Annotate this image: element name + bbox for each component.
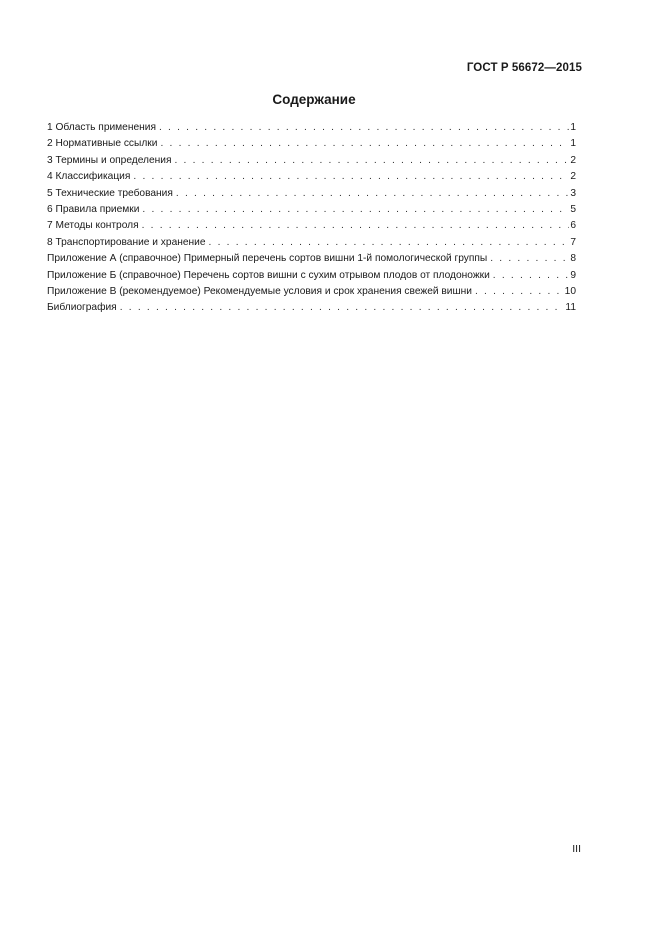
toc-entry-classification[interactable] [47, 169, 576, 185]
toc-dot-leader [493, 268, 570, 284]
toc-entry-label: 3 Термины и определения [47, 154, 172, 166]
toc-entry-label: Приложение В (рекомендуемое) Рекомендуемые условия и срок хранения свежей вишни [47, 285, 472, 297]
toc-dot-leader [120, 300, 565, 316]
toc-entry-technical-requirements[interactable] [47, 186, 576, 202]
toc-entry-label: 2 Нормативные ссылки [47, 138, 158, 150]
toc-entry-label: 6 Правила приемки [47, 203, 140, 215]
toc-entry-appendix-a[interactable] [47, 251, 576, 267]
toc-title: Содержание [272, 92, 356, 107]
toc-entry-label: 7 Методы контроля [47, 220, 139, 232]
toc-entry-terms[interactable] [47, 153, 576, 169]
page-number: III [572, 843, 581, 855]
toc-dot-leader [142, 202, 569, 218]
toc-entry-scope[interactable] [47, 120, 576, 136]
toc-dot-leader [490, 251, 569, 267]
toc-entry-normative-references[interactable] [47, 136, 576, 152]
toc-entry-page: 2 [570, 171, 576, 183]
toc-entry-page: 9 [570, 269, 576, 281]
toc-entry-bibliography[interactable] [47, 300, 576, 316]
table-of-contents [47, 120, 576, 317]
toc-entry-page: 3 [570, 187, 576, 199]
toc-entry-page: 6 [570, 220, 576, 232]
toc-dot-leader [209, 235, 570, 251]
toc-entry-label: 5 Технические требования [47, 187, 173, 199]
toc-entry-page: 10 [564, 285, 576, 297]
toc-entry-label: 4 Классификация [47, 171, 131, 183]
toc-entry-label: Приложение Б (справочное) Перечень сортов вишни с сухим отрывом плодов от плодоножки [47, 269, 490, 281]
toc-dot-leader [176, 186, 569, 202]
toc-entry-page: 11 [565, 302, 576, 314]
toc-entry-label: 1 Область применения [47, 122, 156, 133]
toc-dot-leader [160, 136, 569, 152]
toc-dot-leader [174, 153, 569, 169]
toc-entry-control-methods[interactable] [47, 218, 576, 234]
toc-entry-page: 1 [570, 122, 576, 133]
toc-entry-appendix-b[interactable] [47, 268, 576, 284]
toc-dot-leader [133, 169, 569, 185]
toc-entry-appendix-v[interactable] [47, 284, 576, 300]
toc-entry-label: 8 Транспортирование и хранение [47, 236, 206, 248]
toc-dot-leader [142, 218, 570, 234]
toc-entry-acceptance-rules[interactable] [47, 202, 576, 218]
toc-entry-label: Приложение А (справочное) Примерный перечень сортов вишни 1-й помологической группы [47, 253, 488, 265]
toc-entry-transport-storage[interactable] [47, 235, 576, 251]
toc-entry-page: 7 [570, 236, 576, 248]
toc-entry-page: 5 [570, 203, 576, 215]
toc-dot-leader [159, 120, 569, 136]
document-code: ГОСТ Р 56672—2015 [466, 62, 582, 74]
toc-entry-page: 8 [570, 253, 576, 265]
toc-entry-page: 2 [570, 154, 576, 166]
toc-dot-leader [475, 284, 564, 300]
toc-entry-page: 1 [570, 138, 576, 150]
toc-entry-label: Библиография [47, 302, 117, 314]
